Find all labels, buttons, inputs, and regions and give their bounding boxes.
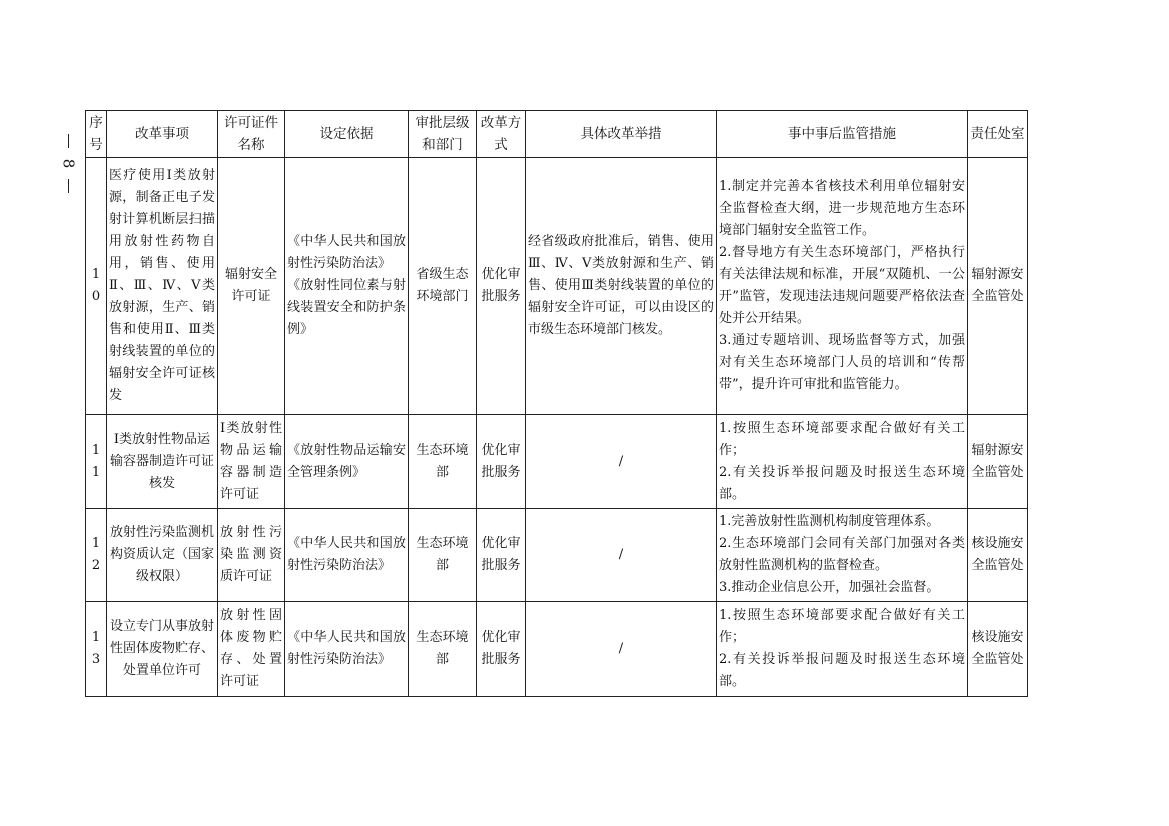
table-row bbox=[86, 158, 1028, 415]
row-basis bbox=[285, 509, 409, 602]
header-no: 序号 bbox=[86, 111, 107, 158]
row-license: Ⅰ类放射性物品运输容器制造许可证 bbox=[218, 415, 285, 509]
row-supervision bbox=[717, 602, 968, 697]
basis-line: 《中华人民共和国放射性污染防治法》 bbox=[287, 630, 406, 667]
page-number-dash-bottom bbox=[68, 179, 69, 193]
row-basis bbox=[285, 415, 409, 509]
row-measures: 经省级政府批准后，销售、使用Ⅲ、Ⅳ、Ⅴ类放射源和生产、销售、使用Ⅲ类射线装置的单位的辐射安全许可证，可以由设区的市级生态环境部门核发。 bbox=[526, 158, 717, 415]
row-level: 生态环境部 bbox=[409, 415, 477, 509]
row-item: 医疗使用Ⅰ类放射源，制备正电子发射计算机断层扫描用放射性药物自用，销售、使用Ⅱ、Ⅲ、Ⅳ、Ⅴ类放射源，生产、销售和使用Ⅱ、Ⅲ类射线装置的单位的辐射安全许可证核发 bbox=[107, 158, 218, 415]
table-header-row bbox=[86, 111, 1028, 158]
row-method: 优化审批服务 bbox=[477, 602, 526, 697]
row-measures: / bbox=[526, 602, 717, 697]
row-no: 10 bbox=[86, 158, 107, 415]
supervision-line: 2.生态环境部门会同有关部门加强对各类放射性监测机构的监督检查。 bbox=[719, 536, 965, 573]
table-row bbox=[86, 602, 1028, 697]
supervision-line: 1.按照生态环境部要求配合做好有关工作； bbox=[719, 420, 965, 458]
row-item: Ⅰ类放射性物品运输容器制造许可证核发 bbox=[107, 415, 218, 509]
row-item: 设立专门从事放射性固体废物贮存、处置单位许可 bbox=[107, 602, 218, 697]
supervision-line: 1.按照生态环境部要求配合做好有关工作； bbox=[719, 608, 965, 645]
supervision-line: 1.制定并完善本省核技术利用单位辐射安全监督检查大纲，进一步规范地方生态环境部门辐射安全监管工作。 bbox=[719, 179, 965, 238]
supervision-line: 2.督导地方有关生态环境部门，严格执行有关法律法规和标准，开展“双随机、一公开”监管，发现违法违规问题要严格依法查处并公开结果。 bbox=[719, 245, 965, 326]
row-supervision bbox=[717, 509, 968, 602]
row-item: 放射性污染监测机构资质认定（国家级权限） bbox=[107, 509, 218, 602]
row-method: 优化审批服务 bbox=[477, 158, 526, 415]
header-license: 许可证件名称 bbox=[218, 111, 285, 158]
row-level: 生态环境部 bbox=[409, 509, 477, 602]
basis-line: 《中华人民共和国放射性污染防治法》 bbox=[287, 234, 406, 271]
supervision-line: 1.完善放射性监测机构制度管理体系。 bbox=[719, 514, 940, 529]
row-office: 辐射源安全监管处 bbox=[968, 415, 1028, 509]
row-office: 辐射源安全监管处 bbox=[968, 158, 1028, 415]
basis-line: 《中华人民共和国放射性污染防治法》 bbox=[287, 536, 406, 573]
row-basis bbox=[285, 158, 409, 415]
row-license: 辐射安全许可证 bbox=[218, 158, 285, 415]
row-measures: / bbox=[526, 509, 717, 602]
row-basis bbox=[285, 602, 409, 697]
row-supervision bbox=[717, 415, 968, 509]
row-license: 放射性固体废物贮存、处置许可证 bbox=[218, 602, 285, 697]
row-office: 核设施安全监管处 bbox=[968, 602, 1028, 697]
row-measures: / bbox=[526, 415, 717, 509]
row-supervision bbox=[717, 158, 968, 415]
row-license: 放射性污染监测资质许可证 bbox=[218, 509, 285, 602]
table-row bbox=[86, 509, 1028, 602]
row-method: 优化审批服务 bbox=[477, 509, 526, 602]
header-item: 改革事项 bbox=[107, 111, 218, 158]
row-no: 11 bbox=[86, 415, 107, 509]
supervision-line: 2.有关投诉举报问题及时报送生态环境部。 bbox=[719, 652, 965, 689]
page-number-value: 8 bbox=[59, 158, 78, 169]
header-level: 审批层级和部门 bbox=[409, 111, 477, 158]
supervision-line: 3.推动企业信息公开，加强社会监督。 bbox=[719, 580, 940, 595]
page-number bbox=[58, 132, 78, 195]
page-number-dash-top bbox=[68, 134, 69, 148]
supervision-line: 3.通过专题培训、现场监督等方式，加强对有关生态环境部门人员的培训和“传帮带”，提升许可审批和监管能力。 bbox=[719, 333, 965, 392]
header-office: 责任处室 bbox=[968, 111, 1028, 158]
row-no: 13 bbox=[86, 602, 107, 697]
row-office: 核设施安全监管处 bbox=[968, 509, 1028, 602]
table-row bbox=[86, 415, 1028, 509]
row-level: 省级生态环境部门 bbox=[409, 158, 477, 415]
reform-table bbox=[85, 110, 1028, 697]
basis-line: 《放射性物品运输安全管理条例》 bbox=[287, 442, 406, 480]
header-measures: 具体改革举措 bbox=[526, 111, 717, 158]
row-method: 优化审批服务 bbox=[477, 415, 526, 509]
supervision-line: 2.有关投诉举报问题及时报送生态环境部。 bbox=[719, 464, 965, 502]
header-supervision: 事中事后监管措施 bbox=[717, 111, 968, 158]
row-no: 12 bbox=[86, 509, 107, 602]
row-level: 生态环境部 bbox=[409, 602, 477, 697]
header-basis: 设定依据 bbox=[285, 111, 409, 158]
header-method: 改革方式 bbox=[477, 111, 526, 158]
basis-line: 《放射性同位素与射线装置安全和防护条例》 bbox=[287, 278, 406, 337]
